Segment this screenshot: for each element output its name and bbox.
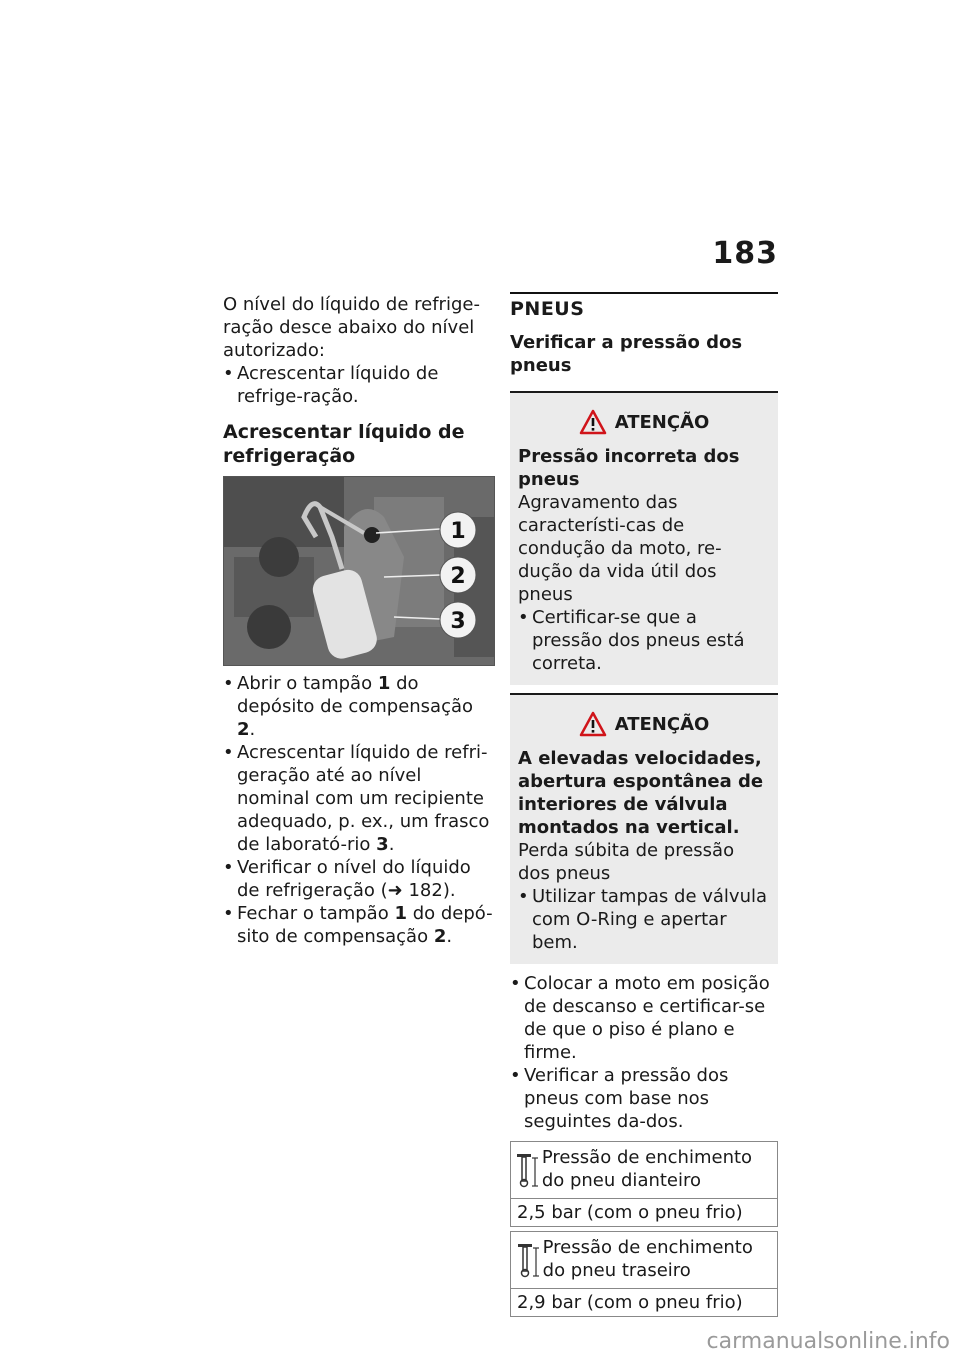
section-heading: Acrescentar líquido de refrigeração <box>223 421 465 467</box>
step-close-cap: • Fechar o tampão 1 do depó-sito de compensação 2. <box>223 902 495 948</box>
warning-icon <box>579 409 607 435</box>
intro-text: O nível do líquido de refrige-ração desce abaixo do nível autorizado: <box>223 294 480 361</box>
spec-table <box>510 1141 778 1317</box>
step-check-pressure: • Verificar a pressão dos pneus com base nos seguintes da-dos. <box>510 1064 778 1133</box>
warning-box-1 <box>510 391 778 685</box>
spec-front <box>510 1141 778 1227</box>
spec-value: 2,9 bar (com o pneu frio) <box>517 1292 743 1313</box>
warning-heading: A elevadas velocidades, abertura espontânea de interiores de válvula montados na vertical. <box>518 748 764 838</box>
spec-label: Pressão de enchimento do pneu traseiro <box>542 1237 753 1281</box>
warning-title: ATENÇÃO <box>614 411 710 433</box>
section-title: PNEUS <box>510 298 585 320</box>
right-column <box>510 292 778 1317</box>
tire-pressure-icon <box>512 1150 540 1190</box>
warning-bullet: • Utilizar tampas de válvula com O-Ring e apertar bem. <box>518 885 770 954</box>
warning-heading: Pressão incorreta dos pneus <box>518 446 740 490</box>
left-column <box>223 293 495 948</box>
callout-2: 2 <box>450 564 466 589</box>
subheading: Verificar a pressão dos pneus <box>510 332 743 376</box>
coolant-illustration <box>224 477 494 665</box>
tire-steps-list <box>510 972 778 1133</box>
coolant-figure <box>223 476 495 666</box>
step-open-cap: • Abrir o tampão 1 do depósito de compensação 2. <box>223 672 495 741</box>
callout-3: 3 <box>450 609 466 634</box>
section-rule <box>510 292 778 294</box>
warning-box-2 <box>510 693 778 964</box>
spec-rear <box>510 1231 778 1317</box>
page-number: 183 <box>712 236 778 271</box>
warning-icon <box>579 711 607 737</box>
page-reference[interactable]: 182 <box>408 880 443 901</box>
steps-list <box>223 672 495 948</box>
step-add-coolant: • Acrescentar líquido de refri-geração até ao nível nominal com um recipiente adequado, p. ex., um frasco de laborató-rio 3. <box>223 741 495 856</box>
warning-body: Agravamento das característi-cas de condução da moto, re-dução da vida útil dos pneus <box>518 492 722 605</box>
warning-title: ATENÇÃO <box>614 713 710 735</box>
callout-1: 1 <box>450 519 466 544</box>
spec-value: 2,5 bar (com o pneu frio) <box>517 1202 743 1223</box>
intro-bullet: • Acrescentar líquido de refrige-ração. <box>223 362 495 408</box>
warning-bullet: • Certificar-se que a pressão dos pneus está correta. <box>518 606 770 675</box>
warning-body: Perda súbita de pressão dos pneus <box>518 840 735 884</box>
footer-watermark: carmanualsonline.info <box>706 1329 950 1354</box>
step-position-bike: • Colocar a moto em posição de descanso e certificar-se de que o piso é plano e firme. <box>510 972 778 1064</box>
step-check-level: • Verificar o nível do líquido de refrigeração (➜ 182). <box>223 856 495 902</box>
tire-pressure-icon <box>513 1240 541 1280</box>
spec-label: Pressão de enchimento do pneu dianteiro <box>541 1147 753 1191</box>
arrow-icon: ➜ <box>387 880 403 901</box>
